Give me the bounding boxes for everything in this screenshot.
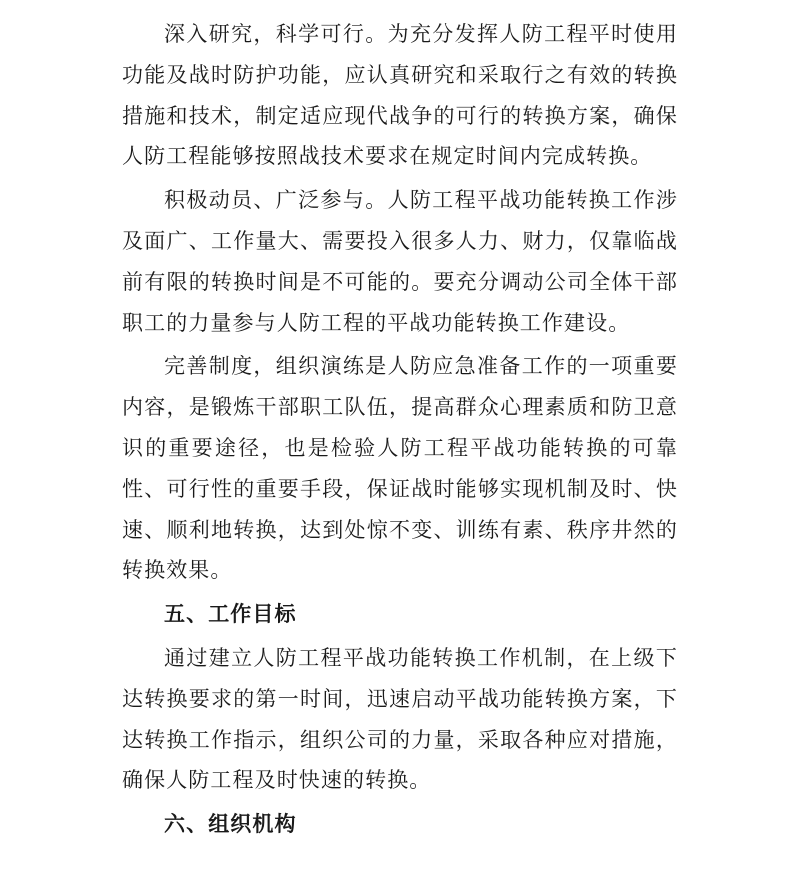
section-heading-organization: 六、组织机构 [164, 812, 297, 837]
paragraph-goals: 通过建立人防工程平战功能转换工作机制，在上级下达转换要求的第一时间，迅速启动平战功能转换方案，下达转换工作指示，组织公司的力量，采取各种应对措施，确保人防工程及时快速的转换。 [122, 645, 678, 793]
section-heading-goals: 五、工作目标 [164, 602, 297, 627]
paragraph-research: 深入研究，科学可行。为充分发挥人防工程平时使用功能及战时防护功能，应认真研究和采取行之有效的转换措施和技术，制定适应现代战争的可行的转换方案，确保人防工程能够按照战技术要求在规定时间内完成转换。 [122, 22, 678, 169]
paragraph-system: 完善制度，组织演练是人防应急准备工作的一项重要内容，是锻炼干部职工队伍，提高群众心理素质和防卫意识的重要途径，也是检验人防工程平战功能转换的可靠性、可行性的重要手段，保证战时能够实现机制及时、快速、顺利地转换，达到处惊不变、训练有素、秩序井然的转换效果。 [122, 354, 678, 583]
document-body [122, 14, 678, 845]
paragraph-mobilize: 积极动员、广泛参与。人防工程平战功能转换工作涉及面广、工作量大、需要投入很多人力、财力，仅靠临战前有限的转换时间是不可能的。要充分调动公司全体干部职工的力量参与人防工程的平战功能转换工作建设。 [122, 188, 678, 335]
